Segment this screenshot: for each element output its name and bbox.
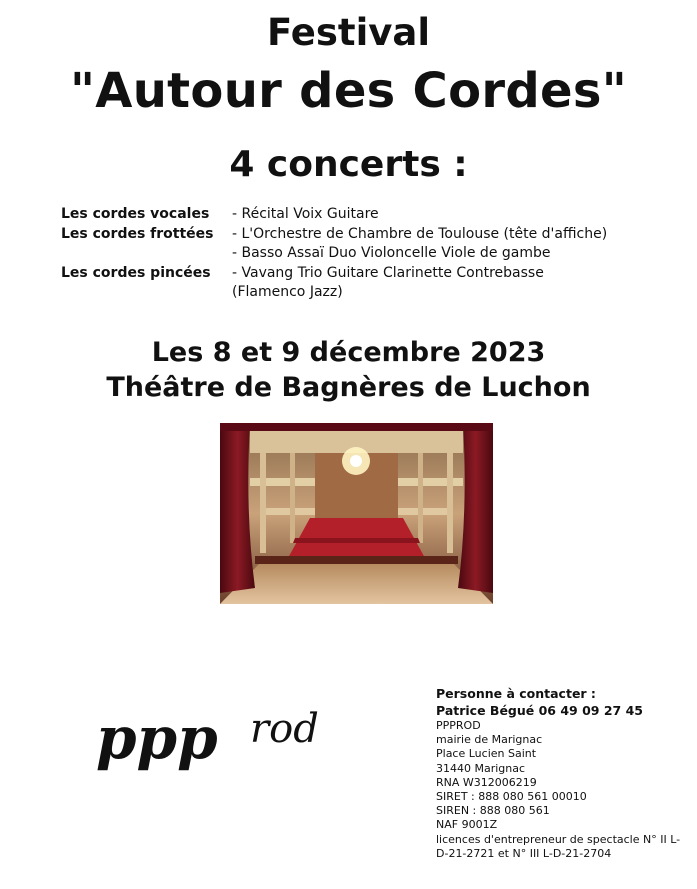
contact-line: 31440 Marignac: [436, 761, 526, 775]
contact-block: [436, 686, 681, 861]
event-venue: Théâtre de Bagnères de Luchon: [106, 372, 591, 403]
contact-heading: Personne à contacter :: [436, 686, 596, 701]
concerts-heading: 4 concerts :: [229, 144, 468, 185]
theatre-photo: [220, 423, 493, 604]
program-category: Les cordes pincées: [61, 264, 211, 281]
program-item-continuation: (Flamenco Jazz): [232, 284, 343, 300]
ppprod-logo: [92, 690, 382, 790]
contact-line: SIRET : 888 080 561 00010: [436, 790, 587, 804]
program-item: - Basso Assaï Duo Violoncelle Viole de gambe: [232, 245, 551, 261]
contact-line: Place Lucien Saint: [436, 747, 537, 761]
contact-line: licences d'entrepreneur de spectacle N° II L-D-21-2721 et N° III L-D-21-2704: [436, 832, 681, 860]
program-item: - Récital Voix Guitare: [232, 206, 379, 222]
festival-title: "Autour des Cordes": [69, 63, 628, 119]
program-item: - Vavang Trio Guitare Clarinette Contrebasse: [232, 264, 544, 281]
contact-line: RNA W312006219: [436, 775, 537, 789]
program-category: Les cordes vocales: [61, 206, 210, 222]
contact-line: PPPROD: [436, 719, 481, 732]
program-category: Les cordes frottées: [61, 225, 214, 242]
festival-label: Festival: [266, 11, 431, 54]
contact-line: NAF 9001Z: [436, 818, 498, 832]
contact-line: mairie de Marignac: [436, 733, 543, 747]
program-item: - L'Orchestre de Chambre de Toulouse (tête d'affiche): [232, 225, 608, 242]
contact-name-phone: Patrice Bégué 06 49 09 27 45: [436, 702, 643, 718]
contact-line: SIREN : 888 080 561: [436, 804, 550, 818]
event-date: Les 8 et 9 décembre 2023: [151, 337, 546, 368]
svg-text:rod: rod: [250, 706, 319, 752]
svg-text:ppp: ppp: [96, 704, 218, 772]
